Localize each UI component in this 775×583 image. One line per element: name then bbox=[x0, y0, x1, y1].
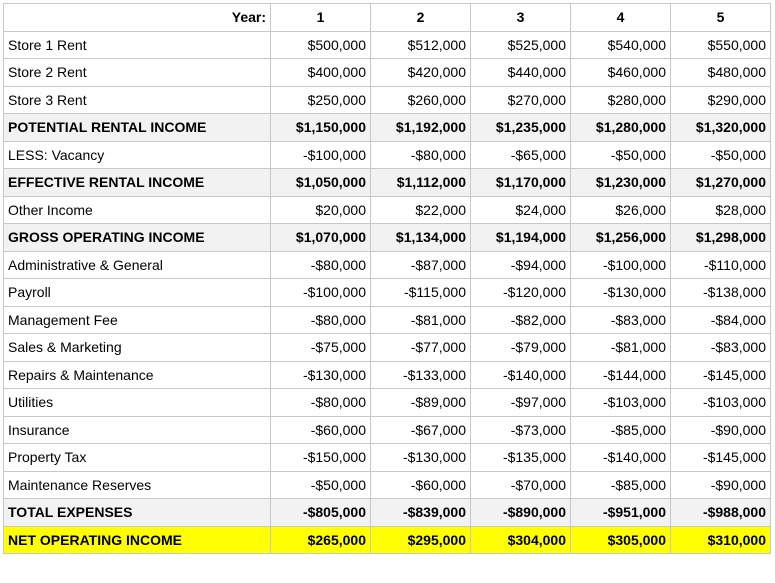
value-cell-year-4[interactable]: $280,000 bbox=[571, 86, 671, 114]
value-cell-year-3[interactable]: -$140,000 bbox=[471, 361, 571, 389]
table-row bbox=[4, 334, 771, 362]
table-row bbox=[4, 169, 771, 197]
table-row bbox=[4, 361, 771, 389]
value-cell-year-2[interactable]: -$115,000 bbox=[371, 279, 471, 307]
value-cell-year-1[interactable]: $20,000 bbox=[271, 196, 371, 224]
value-cell-year-3[interactable]: $440,000 bbox=[471, 59, 571, 87]
value-cell-year-1[interactable]: -$80,000 bbox=[271, 389, 371, 417]
table-row bbox=[4, 526, 771, 554]
table-row bbox=[4, 224, 771, 252]
value-cell-year-5[interactable]: $310,000 bbox=[671, 526, 771, 554]
value-cell-year-2[interactable]: -$89,000 bbox=[371, 389, 471, 417]
row-label-cell[interactable]: TOTAL EXPENSES bbox=[4, 499, 271, 527]
value-cell-year-5[interactable]: $1,270,000 bbox=[671, 169, 771, 197]
table-row bbox=[4, 279, 771, 307]
value-cell-year-1[interactable]: -$75,000 bbox=[271, 334, 371, 362]
row-label-cell[interactable]: GROSS OPERATING INCOME bbox=[4, 224, 271, 252]
value-cell-year-3[interactable]: -$79,000 bbox=[471, 334, 571, 362]
value-cell-year-3[interactable]: -$94,000 bbox=[471, 251, 571, 279]
year-2-header[interactable]: 2 bbox=[371, 4, 471, 32]
value-cell-year-2[interactable]: -$77,000 bbox=[371, 334, 471, 362]
value-cell-year-2[interactable]: -$130,000 bbox=[371, 444, 471, 472]
value-cell-year-2[interactable]: -$87,000 bbox=[371, 251, 471, 279]
row-label-cell[interactable]: Store 1 Rent bbox=[4, 31, 271, 59]
value-cell-year-1[interactable]: $400,000 bbox=[271, 59, 371, 87]
table-row bbox=[4, 141, 771, 169]
value-cell-year-5[interactable]: $28,000 bbox=[671, 196, 771, 224]
value-cell-year-5[interactable]: -$84,000 bbox=[671, 306, 771, 334]
value-cell-year-4[interactable]: $26,000 bbox=[571, 196, 671, 224]
value-cell-year-5[interactable]: -$50,000 bbox=[671, 141, 771, 169]
value-cell-year-1[interactable]: -$50,000 bbox=[271, 471, 371, 499]
table-row bbox=[4, 114, 771, 142]
table-row bbox=[4, 416, 771, 444]
year-1-header[interactable]: 1 bbox=[271, 4, 371, 32]
value-cell-year-4[interactable]: -$83,000 bbox=[571, 306, 671, 334]
value-cell-year-4[interactable]: $1,230,000 bbox=[571, 169, 671, 197]
table-row bbox=[4, 86, 771, 114]
value-cell-year-2[interactable]: $512,000 bbox=[371, 31, 471, 59]
value-cell-year-5[interactable]: -$145,000 bbox=[671, 361, 771, 389]
value-cell-year-4[interactable]: -$103,000 bbox=[571, 389, 671, 417]
value-cell-year-5[interactable]: -$83,000 bbox=[671, 334, 771, 362]
value-cell-year-1[interactable]: $500,000 bbox=[271, 31, 371, 59]
row-label-cell[interactable]: Management Fee bbox=[4, 306, 271, 334]
value-cell-year-4[interactable]: -$85,000 bbox=[571, 471, 671, 499]
row-label-cell[interactable]: Property Tax bbox=[4, 444, 271, 472]
value-cell-year-5[interactable]: $1,298,000 bbox=[671, 224, 771, 252]
value-cell-year-1[interactable]: -$100,000 bbox=[271, 279, 371, 307]
value-cell-year-3[interactable]: $304,000 bbox=[471, 526, 571, 554]
row-label-cell[interactable]: Repairs & Maintenance bbox=[4, 361, 271, 389]
table-row bbox=[4, 471, 771, 499]
row-label-cell[interactable]: NET OPERATING INCOME bbox=[4, 526, 271, 554]
value-cell-year-1[interactable]: -$80,000 bbox=[271, 251, 371, 279]
value-cell-year-5[interactable]: -$90,000 bbox=[671, 471, 771, 499]
value-cell-year-1[interactable]: $1,150,000 bbox=[271, 114, 371, 142]
value-cell-year-4[interactable]: -$140,000 bbox=[571, 444, 671, 472]
value-cell-year-1[interactable]: $1,050,000 bbox=[271, 169, 371, 197]
year-4-header[interactable]: 4 bbox=[571, 4, 671, 32]
value-cell-year-1[interactable]: -$130,000 bbox=[271, 361, 371, 389]
operating-income-table bbox=[3, 3, 771, 554]
table-row bbox=[4, 251, 771, 279]
value-cell-year-5[interactable]: -$145,000 bbox=[671, 444, 771, 472]
value-cell-year-3[interactable]: $24,000 bbox=[471, 196, 571, 224]
value-cell-year-2[interactable]: $1,112,000 bbox=[371, 169, 471, 197]
row-label-cell[interactable]: Utilities bbox=[4, 389, 271, 417]
row-label-cell[interactable]: Administrative & General bbox=[4, 251, 271, 279]
value-cell-year-2[interactable]: -$81,000 bbox=[371, 306, 471, 334]
value-cell-year-3[interactable]: -$97,000 bbox=[471, 389, 571, 417]
value-cell-year-1[interactable]: -$100,000 bbox=[271, 141, 371, 169]
value-cell-year-2[interactable]: -$67,000 bbox=[371, 416, 471, 444]
table-row bbox=[4, 499, 771, 527]
value-cell-year-4[interactable]: -$50,000 bbox=[571, 141, 671, 169]
row-label-cell[interactable]: Other Income bbox=[4, 196, 271, 224]
value-cell-year-5[interactable]: $550,000 bbox=[671, 31, 771, 59]
value-cell-year-5[interactable]: -$90,000 bbox=[671, 416, 771, 444]
value-cell-year-5[interactable]: $290,000 bbox=[671, 86, 771, 114]
row-label-cell[interactable]: Insurance bbox=[4, 416, 271, 444]
table-row bbox=[4, 444, 771, 472]
table-row bbox=[4, 59, 771, 87]
value-cell-year-4[interactable]: -$100,000 bbox=[571, 251, 671, 279]
year-3-header[interactable]: 3 bbox=[471, 4, 571, 32]
row-label-cell[interactable]: Store 3 Rent bbox=[4, 86, 271, 114]
value-cell-year-1[interactable]: -$80,000 bbox=[271, 306, 371, 334]
year-5-header[interactable]: 5 bbox=[671, 4, 771, 32]
table-row bbox=[4, 196, 771, 224]
value-cell-year-3[interactable]: -$82,000 bbox=[471, 306, 571, 334]
value-cell-year-3[interactable]: $270,000 bbox=[471, 86, 571, 114]
row-label-cell[interactable]: POTENTIAL RENTAL INCOME bbox=[4, 114, 271, 142]
value-cell-year-3[interactable]: -$120,000 bbox=[471, 279, 571, 307]
value-cell-year-1[interactable]: -$60,000 bbox=[271, 416, 371, 444]
value-cell-year-2[interactable]: $22,000 bbox=[371, 196, 471, 224]
value-cell-year-4[interactable]: -$951,000 bbox=[571, 499, 671, 527]
value-cell-year-2[interactable]: -$839,000 bbox=[371, 499, 471, 527]
value-cell-year-4[interactable]: $460,000 bbox=[571, 59, 671, 87]
value-cell-year-2[interactable]: $1,134,000 bbox=[371, 224, 471, 252]
value-cell-year-1[interactable]: -$805,000 bbox=[271, 499, 371, 527]
value-cell-year-1[interactable]: -$150,000 bbox=[271, 444, 371, 472]
value-cell-year-3[interactable]: -$70,000 bbox=[471, 471, 571, 499]
row-label-cell[interactable]: EFFECTIVE RENTAL INCOME bbox=[4, 169, 271, 197]
value-cell-year-5[interactable]: -$103,000 bbox=[671, 389, 771, 417]
value-cell-year-3[interactable]: $1,170,000 bbox=[471, 169, 571, 197]
value-cell-year-5[interactable]: $1,320,000 bbox=[671, 114, 771, 142]
row-label-cell[interactable]: LESS: Vacancy bbox=[4, 141, 271, 169]
value-cell-year-5[interactable]: -$110,000 bbox=[671, 251, 771, 279]
table-row bbox=[4, 306, 771, 334]
value-cell-year-4[interactable]: $305,000 bbox=[571, 526, 671, 554]
value-cell-year-4[interactable]: -$130,000 bbox=[571, 279, 671, 307]
value-cell-year-3[interactable]: $1,235,000 bbox=[471, 114, 571, 142]
value-cell-year-5[interactable]: -$138,000 bbox=[671, 279, 771, 307]
value-cell-year-3[interactable]: $1,194,000 bbox=[471, 224, 571, 252]
table-row bbox=[4, 31, 771, 59]
value-cell-year-2[interactable]: $260,000 bbox=[371, 86, 471, 114]
value-cell-year-4[interactable]: $540,000 bbox=[571, 31, 671, 59]
value-cell-year-4[interactable]: -$85,000 bbox=[571, 416, 671, 444]
value-cell-year-1[interactable]: $1,070,000 bbox=[271, 224, 371, 252]
value-cell-year-1[interactable]: $250,000 bbox=[271, 86, 371, 114]
value-cell-year-5[interactable]: $480,000 bbox=[671, 59, 771, 87]
value-cell-year-2[interactable]: $1,192,000 bbox=[371, 114, 471, 142]
value-cell-year-3[interactable]: $525,000 bbox=[471, 31, 571, 59]
value-cell-year-1[interactable]: $265,000 bbox=[271, 526, 371, 554]
value-cell-year-4[interactable]: -$81,000 bbox=[571, 334, 671, 362]
value-cell-year-2[interactable]: -$60,000 bbox=[371, 471, 471, 499]
row-label-cell[interactable]: Sales & Marketing bbox=[4, 334, 271, 362]
value-cell-year-2[interactable]: $295,000 bbox=[371, 526, 471, 554]
value-cell-year-3[interactable]: -$135,000 bbox=[471, 444, 571, 472]
value-cell-year-3[interactable]: -$65,000 bbox=[471, 141, 571, 169]
value-cell-year-2[interactable]: -$133,000 bbox=[371, 361, 471, 389]
row-label-cell[interactable]: Maintenance Reserves bbox=[4, 471, 271, 499]
year-header-row bbox=[4, 4, 771, 32]
value-cell-year-5[interactable]: -$988,000 bbox=[671, 499, 771, 527]
value-cell-year-2[interactable]: -$80,000 bbox=[371, 141, 471, 169]
value-cell-year-4[interactable]: -$144,000 bbox=[571, 361, 671, 389]
year-label[interactable]: Year: bbox=[4, 4, 271, 32]
table-row bbox=[4, 389, 771, 417]
row-label-cell[interactable]: Store 2 Rent bbox=[4, 59, 271, 87]
row-label-cell[interactable]: Payroll bbox=[4, 279, 271, 307]
value-cell-year-3[interactable]: -$890,000 bbox=[471, 499, 571, 527]
value-cell-year-3[interactable]: -$73,000 bbox=[471, 416, 571, 444]
table-body bbox=[4, 4, 771, 554]
value-cell-year-2[interactable]: $420,000 bbox=[371, 59, 471, 87]
value-cell-year-4[interactable]: $1,280,000 bbox=[571, 114, 671, 142]
value-cell-year-4[interactable]: $1,256,000 bbox=[571, 224, 671, 252]
